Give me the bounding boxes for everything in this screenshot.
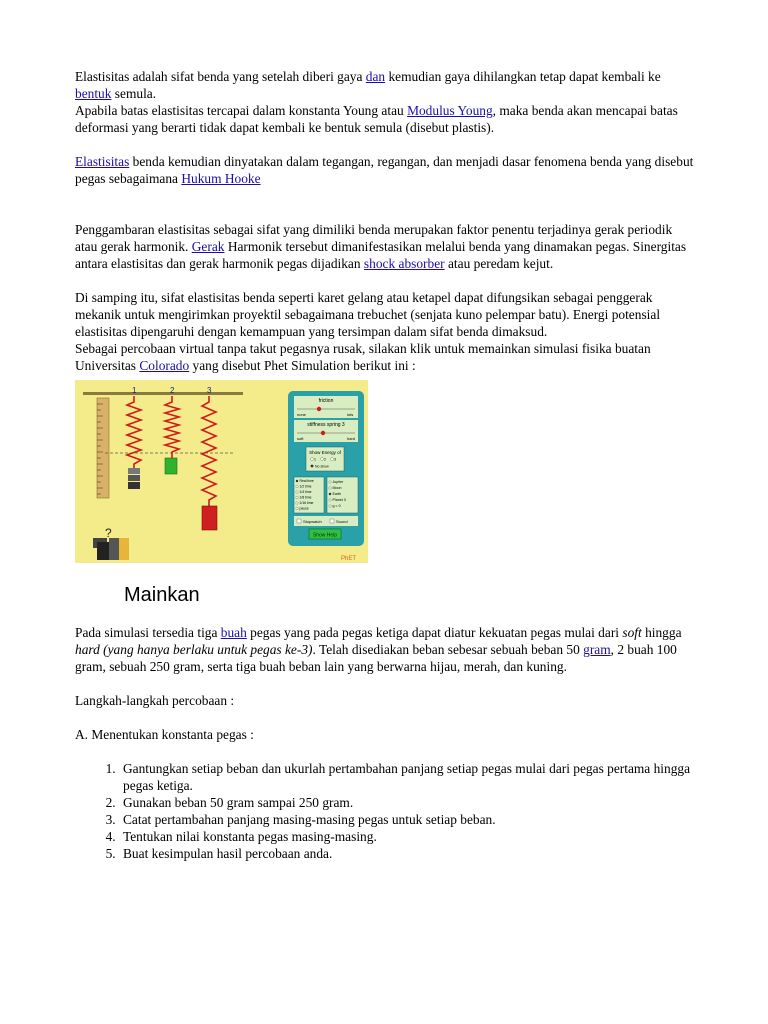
text: , maka benda akan mencapai batas deformasi yang berarti tidak dapat kembali ke bentuk semula (disebut plastis). xyxy=(75,103,678,135)
stiffness-title: stiffness spring 3 xyxy=(307,422,345,428)
energy-radio-1[interactable] xyxy=(311,458,314,461)
link-elastisitas[interactable]: Elastisitas xyxy=(75,154,130,169)
text: , 2 buah 100 gram, sebuah 250 gram, serta tiga buah beban lain yang berwarna hijau, merah, dan kuning. xyxy=(75,642,677,674)
friction-slider[interactable] xyxy=(317,407,321,411)
stopwatch-label: Stopwatch xyxy=(303,519,322,524)
text: . Telah disediakan beban sebesar sebuah beban 50 xyxy=(312,642,584,657)
text: atau peredam kejut. xyxy=(444,256,554,271)
stopwatch-checkbox[interactable] xyxy=(297,519,301,523)
energy-option-2: 2 xyxy=(324,457,326,462)
text: Sebagai percobaan virtual tanpa takut pegasnya rusak, silakan klik untuk memainkan simulasi fisika buatan Universitas xyxy=(75,341,651,373)
text: kemudian gaya dihilangkan tetap dapat kembali ke xyxy=(385,69,661,84)
energy-radio-2[interactable] xyxy=(321,458,324,461)
planet-option-1[interactable]: Jupiter xyxy=(332,480,344,484)
time-option-4[interactable]: 1/8 time xyxy=(299,495,312,500)
phet-simulation-image[interactable] xyxy=(75,380,368,563)
time-option-2[interactable]: 1/2 time xyxy=(299,484,312,489)
section-a-title: A. Menentukan konstanta pegas : xyxy=(75,727,254,742)
paragraph-hooke xyxy=(75,153,695,187)
text: yang disebut Phet Simulation berikut ini : xyxy=(189,358,416,373)
time-option-6[interactable]: pause xyxy=(299,506,309,511)
text: Apabila batas elastisitas tercapai dalam konstanta Young atau xyxy=(75,103,408,118)
text: hingga xyxy=(641,625,682,640)
spring-support-bar xyxy=(83,392,243,395)
paragraph-simulasi xyxy=(75,340,695,374)
link-modulus-young[interactable]: Modulus Young xyxy=(407,103,493,118)
text: Di samping itu, sifat elastisitas benda seperti karet gelang atau ketapel dapat difungsikan sebagai penggerak mekanik untuk mengirimkan proyektil sebagaimana trebuchet (senjata kuno pelempar batu). Energi potensial elastisitas dipengaruhi dengan kemampuan yang tersimpan dalam sifat benda dimaksud. xyxy=(75,290,661,339)
paragraph-energi xyxy=(75,289,695,340)
spring-label-1: 1 xyxy=(132,386,137,395)
planet-option-5[interactable]: g = 0 xyxy=(332,504,341,508)
unknown-mass-mark: ? xyxy=(105,526,112,540)
mass-red[interactable] xyxy=(202,506,217,530)
paragraph-penjelasan xyxy=(75,624,695,675)
link-colorado[interactable]: Colorado xyxy=(139,358,190,373)
energy-none-option: No show xyxy=(315,464,329,469)
energy-option-1: 1 xyxy=(314,457,316,462)
sound-checkbox[interactable] xyxy=(330,519,334,523)
text-hard-note: hard (yang hanya berlaku untuk pegas ke-3) xyxy=(75,642,313,657)
time-option-1[interactable]: Real time xyxy=(299,479,314,483)
ruler xyxy=(97,398,109,498)
mass-stack-shelf[interactable] xyxy=(93,538,129,560)
list-item: 1. Gantungkan setiap beban dan ukurlah pertambahan panjang setiap pegas mulai dari pegas pertama hingga pegas ketiga. xyxy=(119,760,695,794)
link-hukum-hooke[interactable]: Hukum Hooke xyxy=(181,171,261,186)
stiffness-hard-label: hard xyxy=(347,436,356,441)
text: pegas yang pada pegas ketiga dapat diatur kekuatan pegas mulai dari xyxy=(246,625,623,640)
show-help-label: Show Help xyxy=(312,532,338,539)
list-item: 4. Tentukan nilai konstanta pegas masing-masing. xyxy=(119,828,695,845)
paragraph-harmonik xyxy=(75,221,695,272)
text: Pada simulasi tersedia tiga xyxy=(75,625,221,640)
energy-radio-3[interactable] xyxy=(331,458,334,461)
list-item: 3. Catat pertambahan panjang masing-masing pegas untuk setiap beban. xyxy=(119,811,695,828)
energy-option-3: 3 xyxy=(334,457,336,462)
link-gerak[interactable]: Gerak xyxy=(191,239,225,254)
link-dan[interactable]: dan xyxy=(365,69,386,84)
spring-label-2: 2 xyxy=(170,386,175,395)
text: Penggambaran elastisitas sebagai sifat yang dimiliki benda merupakan faktor penentu terjadinya gerak periodik atau gerak harmonik. xyxy=(75,222,673,254)
section-heading-mainkan: Mainkan xyxy=(124,584,200,606)
planet-option-3[interactable]: Earth xyxy=(332,492,342,496)
stiffness-soft-label: soft xyxy=(297,436,304,441)
text: Elastisitas adalah sifat benda yang setelah diberi gaya xyxy=(75,69,366,84)
energy-title: Show Energy of xyxy=(309,450,341,455)
friction-lots-label: lots xyxy=(347,412,354,417)
phet-logo: PhET xyxy=(341,556,357,562)
friction-none-label: none xyxy=(297,412,306,417)
link-shock-absorber[interactable]: shock absorber xyxy=(363,256,445,271)
text: Harmonik tersebut dimanifestasikan melalui benda yang dinamakan pegas. Sinergitas antara elastisitas dan gerak harmonik pegas dijadikan xyxy=(75,239,687,271)
list-item: 2. Gunakan beban 50 gram sampai 250 gram. xyxy=(119,794,695,811)
time-option-5[interactable]: 1/16 time xyxy=(299,501,314,505)
mass-50g-on-spring-1[interactable] xyxy=(128,468,140,489)
text: semula. xyxy=(111,86,157,101)
article-body xyxy=(75,68,695,862)
sound-label: Sound xyxy=(336,519,348,524)
text-soft: soft xyxy=(622,625,642,640)
list-item: 5. Buat kesimpulan hasil percobaan anda. xyxy=(119,845,695,862)
planet-option-2[interactable]: Moon xyxy=(332,486,342,490)
time-option-3[interactable]: 1/4 time xyxy=(299,490,312,494)
steps-list xyxy=(75,760,695,862)
mass-green[interactable] xyxy=(165,458,177,474)
link-bentuk[interactable]: bentuk xyxy=(75,86,112,101)
paragraph-modulus xyxy=(75,102,695,136)
steps-intro: Langkah-langkah percobaan : xyxy=(75,693,235,708)
spring-label-3: 3 xyxy=(207,386,212,395)
friction-title: friction xyxy=(318,398,334,404)
control-panel xyxy=(288,391,364,546)
link-buah[interactable]: buah xyxy=(220,625,247,640)
stiffness-slider[interactable] xyxy=(321,431,325,435)
energy-radio-none[interactable] xyxy=(311,465,314,468)
planet-option-4[interactable]: Planet X xyxy=(332,498,347,502)
paragraph-intro xyxy=(75,68,695,102)
text: benda kemudian dinyatakan dalam tegangan, regangan, dan menjadi dasar fenomena benda yang disebut pegas sebagaimana xyxy=(75,154,694,186)
link-gram[interactable]: gram xyxy=(583,642,611,657)
